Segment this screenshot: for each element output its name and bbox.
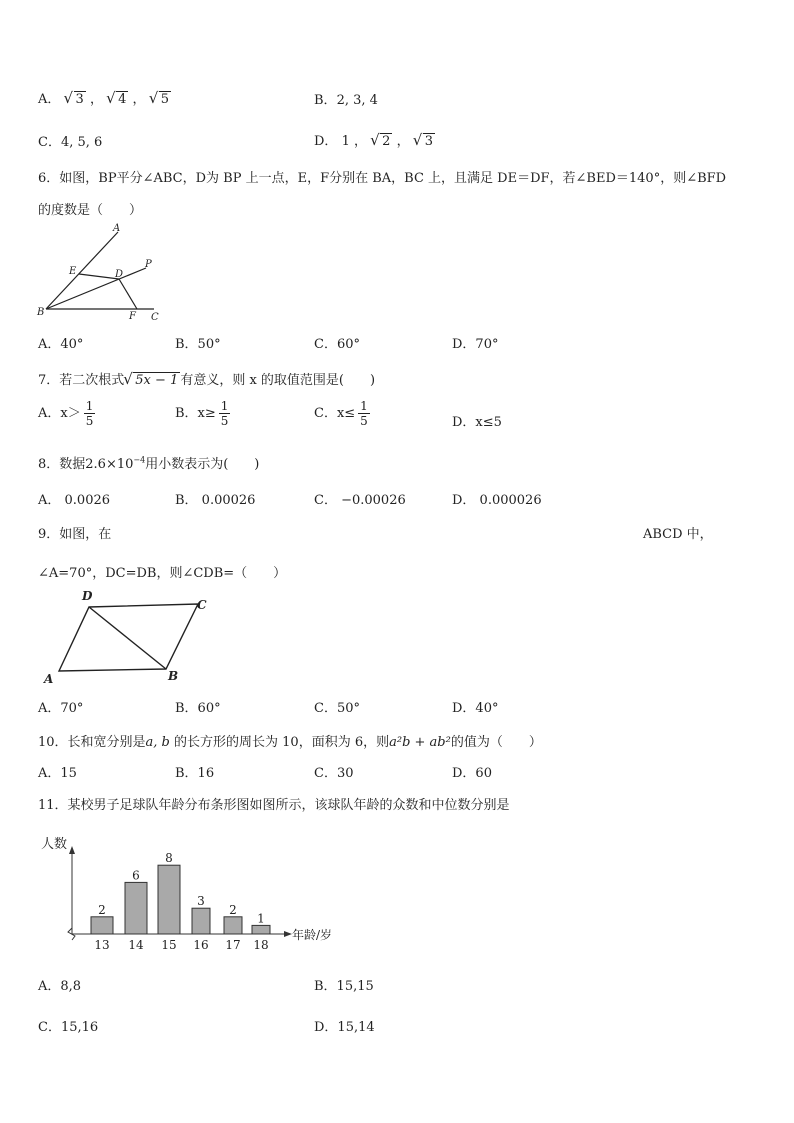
- q7-stem-suffix: 有意义，则 x 的取值范围是( ): [180, 373, 376, 388]
- bar-13: [91, 917, 113, 934]
- q10-option-d[interactable]: D．60: [452, 766, 492, 781]
- sep: ，: [89, 92, 103, 107]
- fraction: $\frac{1}{5}$: [85, 399, 94, 428]
- q10-vars: a, b: [145, 735, 170, 750]
- tick-label-13: 13: [94, 938, 110, 952]
- q6-option-a[interactable]: A．40°: [38, 337, 84, 352]
- q7-option-c[interactable]: [314, 400, 370, 427]
- q11-option-d[interactable]: D．15,14: [314, 1020, 375, 1035]
- q8-exponent: −4: [133, 455, 146, 465]
- q9-option-d[interactable]: D．40°: [452, 701, 499, 716]
- q5-option-a[interactable]: [38, 88, 171, 107]
- q7-option-a[interactable]: [38, 400, 95, 427]
- q9-option-c[interactable]: C．50°: [314, 701, 360, 716]
- q8-stem-suffix: 用小数表示为( ): [145, 457, 260, 472]
- q10-stem-middle: 的长方形的周长为 10，面积为 6，则: [169, 735, 390, 750]
- q8-expr: 2.6×10: [85, 457, 134, 472]
- data-label-17: 2: [229, 902, 237, 917]
- q8-stem-prefix: 8．数据: [38, 457, 86, 472]
- q7-option-b[interactable]: [175, 400, 230, 427]
- tick-label-14: 14: [128, 938, 144, 952]
- sqrt-3: √ 3: [65, 92, 86, 107]
- sqrt-3b: √ 3: [414, 134, 435, 149]
- label-f: F: [129, 311, 136, 322]
- q8-stem: [38, 453, 259, 472]
- q5-option-d[interactable]: [314, 130, 435, 149]
- q7-option-d[interactable]: D．x≤5: [452, 415, 502, 430]
- q7-option-c-label: C．x≤: [314, 406, 356, 421]
- sqrt-4: √ 4: [107, 92, 128, 107]
- segment-df: [119, 279, 137, 309]
- q5-option-b-text: 2, 3, 4: [336, 93, 378, 108]
- q8-option-d[interactable]: D． 0.000026: [452, 493, 542, 508]
- q8-option-a[interactable]: A． 0.0026: [38, 493, 111, 508]
- fraction: $\frac{1}{5}$: [360, 399, 368, 428]
- sep: ，: [354, 134, 368, 149]
- bar-17: [224, 917, 242, 934]
- label-c: C: [197, 598, 207, 612]
- q11-option-a[interactable]: A．8,8: [38, 979, 82, 994]
- data-label-18: 1: [257, 911, 265, 926]
- q11-bar-chart: [36, 832, 346, 954]
- bar-14: [125, 882, 147, 934]
- q6-figure: [30, 222, 170, 324]
- label-a: A: [113, 223, 121, 234]
- data-label-15: 8: [165, 851, 173, 866]
- sqrt-5x-1: √ 5x − 1: [124, 373, 180, 388]
- bar-16: [192, 908, 210, 934]
- tick-label-16: 16: [193, 938, 209, 952]
- y-axis-label: 人数: [41, 837, 68, 852]
- label-d: D: [82, 589, 93, 603]
- q11-stem: 11．某校男子足球队年龄分布条形图如图所示，该球队年龄的众数和中位数分别是: [38, 798, 510, 813]
- q7-stem-prefix: 7．若二次根式: [38, 373, 125, 388]
- q5-option-c-text: 4, 5, 6: [60, 135, 103, 150]
- q7-option-a-label: A．x＞: [38, 406, 81, 421]
- segment-ed: [79, 274, 119, 279]
- q10-option-c[interactable]: C．30: [314, 766, 354, 781]
- q10-stem-prefix: 10．长和宽分别是: [38, 735, 146, 750]
- label-c: C: [151, 312, 159, 323]
- label-a: A: [44, 672, 54, 685]
- tick-label-15: 15: [161, 938, 177, 952]
- q7-option-b-label: B．x≥: [175, 406, 216, 421]
- q11-option-c[interactable]: C．15,16: [38, 1020, 99, 1035]
- one: 1: [341, 134, 350, 149]
- label-p: P: [145, 259, 152, 270]
- q10-option-b[interactable]: B．16: [175, 766, 215, 781]
- q6-option-d[interactable]: D．70°: [452, 337, 499, 352]
- bar-18: [252, 925, 270, 934]
- q10-option-a[interactable]: A．15: [38, 766, 77, 781]
- label-b: B: [37, 307, 45, 318]
- sqrt-2: √ 2: [371, 134, 392, 149]
- label-e: E: [69, 266, 77, 277]
- q6-option-b[interactable]: B．50°: [175, 337, 221, 352]
- x-axis-arrow: [284, 931, 292, 937]
- fraction: $\frac{1}{5}$: [220, 399, 229, 428]
- sqrt-5: √ 5: [150, 92, 171, 107]
- label-d: D: [115, 269, 124, 280]
- q7-stem: [38, 369, 375, 388]
- q10-expr: a²b + ab²: [389, 735, 451, 750]
- q5-option-d-letter: D．: [314, 134, 338, 149]
- q5-option-c-letter: C．: [38, 135, 61, 150]
- q5-option-a-letter: A．: [38, 92, 61, 107]
- q8-option-c[interactable]: C． −0.00026: [314, 493, 406, 508]
- q10-stem-suffix: 的值为（ ）: [450, 735, 542, 750]
- q5-option-b-letter: B．: [314, 93, 337, 108]
- q9-option-a[interactable]: A．70°: [38, 701, 84, 716]
- q5-option-b[interactable]: [314, 89, 378, 108]
- q6-option-c[interactable]: C．60°: [314, 337, 360, 352]
- sep: ，: [132, 92, 146, 107]
- q9-figure: [38, 585, 223, 685]
- q9-stem-right: ABCD 中，: [643, 527, 713, 542]
- ray-bp: [46, 268, 146, 309]
- q6-stem-line2: 的度数是（ ）: [38, 203, 143, 218]
- y-axis-arrow: [69, 846, 75, 854]
- q9-stem-line2: ∠A=70°，DC=DB，则∠CDB=（ ）: [38, 566, 287, 581]
- q9-option-b[interactable]: B．60°: [175, 701, 221, 716]
- data-label-13: 2: [98, 902, 106, 917]
- x-axis-label: 年龄/岁: [292, 928, 333, 942]
- bar-15: [158, 865, 180, 934]
- diagonal-db: [89, 607, 166, 669]
- sep: ，: [396, 134, 410, 149]
- q10-stem: [38, 731, 542, 750]
- q11-option-b[interactable]: B．15,15: [314, 979, 374, 994]
- q9-stem-left: 9．如图，在: [38, 527, 112, 542]
- label-b: B: [168, 669, 179, 683]
- ray-ba: [46, 232, 118, 309]
- q8-option-b[interactable]: B． 0.00026: [175, 493, 256, 508]
- q6-stem-line1: 6．如图，BP平分∠ABC，D为 BP 上一点，E，F分别在 BA，BC 上，且满足 DE＝DF，若∠BED＝140°，则∠BFD: [38, 171, 727, 186]
- parallelogram-abcd: [59, 604, 198, 671]
- q5-option-c[interactable]: [38, 131, 102, 150]
- tick-label-18: 18: [253, 938, 269, 952]
- data-label-14: 6: [132, 868, 140, 883]
- data-label-16: 3: [197, 894, 205, 909]
- tick-label-17: 17: [225, 938, 241, 952]
